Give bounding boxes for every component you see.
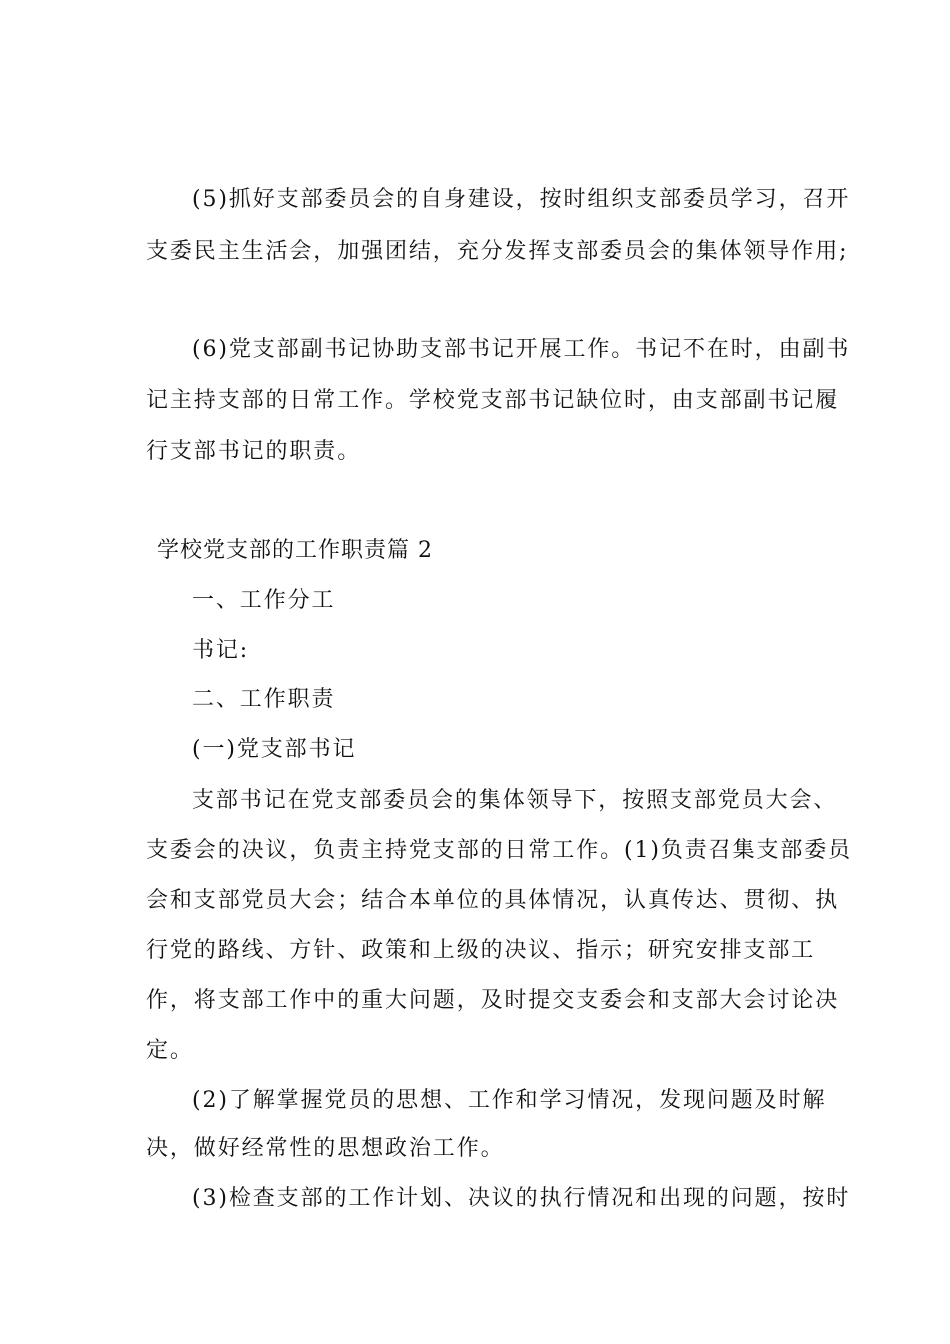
paragraph-6-line-3: 行支部书记的职责。 (146, 439, 362, 464)
paragraph-secretary-line-5: 作，将支部工作中的重大问题，及时提交支委会和支部大会讨论决 (146, 988, 840, 1013)
paragraph-2-line-2: 决，做好经常性的思想政治工作。 (146, 1136, 505, 1161)
paragraph-2-line-1: (2)了解掌握党员的思想、工作和学习情况，发现问题及时解 (192, 1088, 827, 1113)
paragraph-5-line-2: 支委民主生活会，加强团结，充分发挥支部委员会的集体领导作用; (146, 239, 849, 264)
secretary-label: 书记: (192, 638, 250, 663)
heading-work-division: 一、工作分工 (192, 588, 336, 613)
sub-heading-party-secretary: (一)党支部书记 (192, 737, 357, 762)
paragraph-secretary-line-3: 会和支部党员大会；结合本单位的具体情况，认真传达、贯彻、执 (146, 888, 840, 913)
paragraph-5-line-1: (5)抓好支部委员会的自身建设，按时组织支部委员学习，召开 (192, 187, 851, 212)
paragraph-secretary-line-6: 定。 (146, 1038, 194, 1063)
paragraph-secretary-line-4: 行党的路线、方针、政策和上级的决议、指示；研究安排支部工 (146, 938, 816, 963)
paragraph-secretary-line-1: 支部书记在党支部委员会的集体领导下，按照支部党员大会、 (192, 788, 838, 813)
paragraph-secretary-line-2: 支委会的决议，负责主持党支部的日常工作。(1)负责召集支部委员 (146, 838, 853, 863)
paragraph-3-line-1: (3)检查支部的工作计划、决议的执行情况和出现的问题，按时 (192, 1186, 851, 1211)
paragraph-6-line-2: 记主持支部的日常工作。学校党支部书记缺位时，由支部副书记履 (146, 388, 840, 413)
paragraph-6-line-1: (6)党支部副书记协助支部书记开展工作。书记不在时，由副书 (192, 337, 851, 362)
section-title: 学校党支部的工作职责篇 2 (157, 538, 433, 563)
heading-work-duties: 二、工作职责 (192, 687, 336, 712)
